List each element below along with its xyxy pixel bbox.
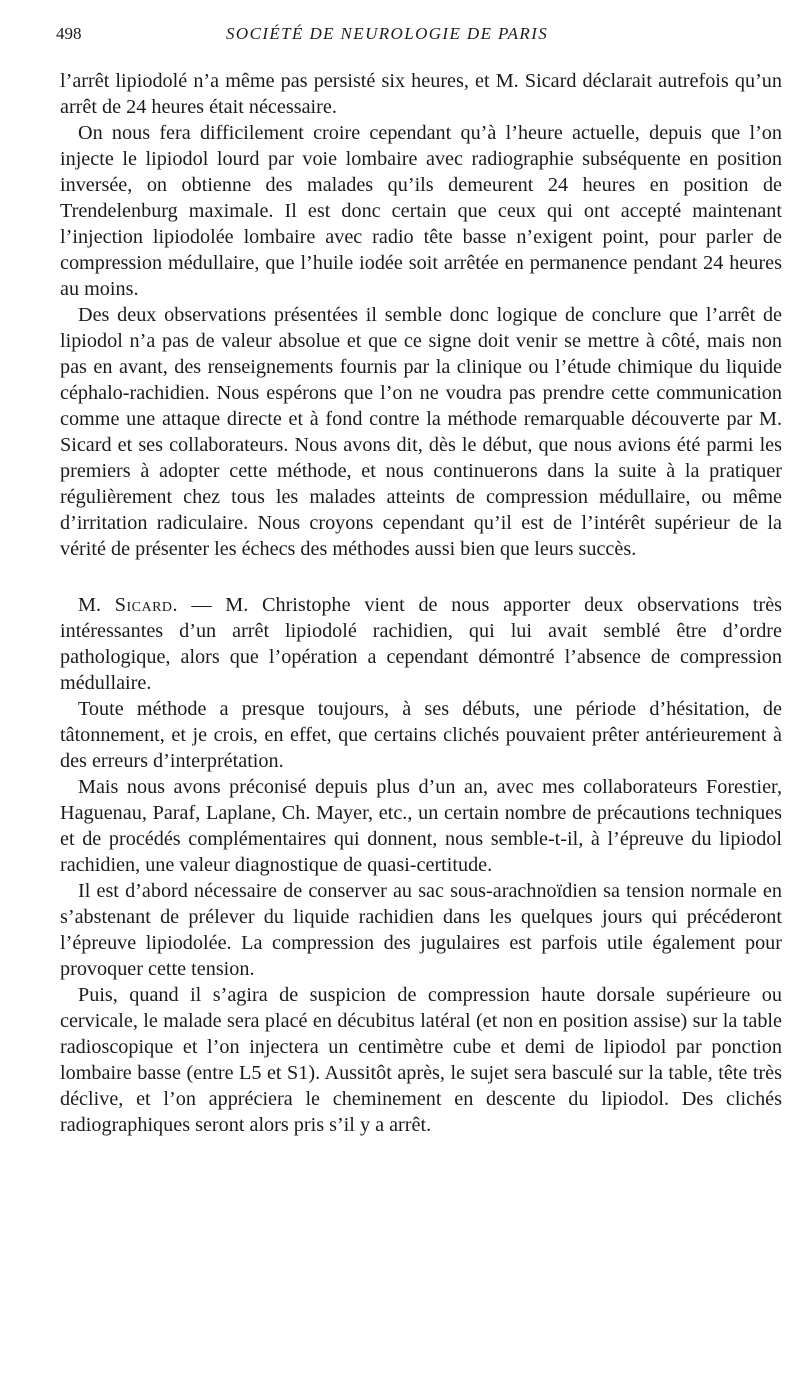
paragraph: Mais nous avons préconisé depuis plus d’un an, avec mes collaborateurs Forestier, Haguenau, Paraf, Laplane, Ch. Mayer, etc., un certain nombre de précautions techniques et de procédés complémentaires qui donnent, nous semble-t-il, à l’épreuve du lipiodol rachidien, une valeur diagnostique de quasi-certitude. [60,776,782,876]
reply-paragraph [60,592,782,696]
paragraph: Puis, quand il s’agira de suspicion de compression haute dorsale supérieure ou cervicale, le malade sera placé en décubitus latéral (et non en position assise) sur la table radioscopique et l’on injectera un centimètre cube et demi de lipiodol par ponction lombaire basse (entre L5 et S1). Aussitôt après, le sujet sera basculé sur la table, tête très déclive, et l’on appréciera le cheminement en descente du lipiodol. Des clichés radiographiques seront alors pris s’il y a arrêt. [60,984,782,1136]
paragraph: Des deux observations présentées il semble donc logique de conclure que l’arrêt de lipiodol n’a pas de valeur absolue et que ce signe doit venir se mettre à côté, mais non pas en avant, des renseignements fournis par la clinique ou l’étude chimique du liquide céphalo-rachidien. Nous espérons que l’on ne voudra pas prendre cette communication comme une attaque directe et à fond contre la méthode remarquable découverte par M. Sicard et ses collaborateurs. Nous avons dit, dès le début, que nous avions été parmi les premiers à adopter cette méthode, et nous continuerons dans la suite à la pratiquer régulièrement chez tous les malades atteints de compression médullaire, ou même d’irritation radiculaire. Nous croyons cependant qu’il est de l’intérêt supérieur de la vérité de présenter les échecs des méthodes aussi bien que leurs succès. [60,304,782,560]
speaker-dash: . — [172,594,212,616]
speaker-name: Sicard [114,594,173,616]
reply-text: M. Christophe vient de nous apporter deux observations très intéressantes d’un arrêt lipiodolé rachidien, qui lui avait semblé être d’ordre pathologique, alors que l’opération a cependant démontré l’absence de compression médullaire. [60,594,783,694]
paragraph-continued: l’arrêt lipiodolé n’a même pas persisté six heures, et M. Sicard déclarait autrefois qu’un arrêt de 24 heures était nécessaire. [60,70,782,118]
page-number: 498 [56,24,82,43]
page-header [56,24,782,50]
paragraph: On nous fera difficilement croire cependant qu’à l’heure actuelle, depuis que l’on injecte le lipiodol lourd par voie lombaire avec radiographie subséquente en position inversée, on obtienne des malades qu’ils demeurent 24 heures en position de Trendelenburg maximale. Il est donc certain que ceux qui ont accepté maintenant l’injection lipiodolée lombaire avec radio tête basse n’exigent point, pour parler de compression médullaire, que l’huile iodée soit arrêtée en permanence pendant 24 heures au moins. [60,122,782,300]
paragraph: Il est d’abord nécessaire de conserver au sac sous-arachnoïdien sa tension normale en s’abstenant de prélever du liquide rachidien dans les quelques jours qui précéderont l’épreuve lipiodolée. La compression des jugulaires est parfois utile également pour provoquer cette tension. [60,880,782,980]
speaker-prefix: M. [78,594,101,616]
book-page [56,24,783,1138]
running-title: SOCIÉTÉ DE NEUROLOGIE DE PARIS [226,24,549,43]
paragraph: Toute méthode a presque toujours, à ses débuts, une période d’hésitation, de tâtonnement, et je crois, en effet, que certains clichés pouvaient prêter antérieurement à des erreurs d’interprétation. [60,698,782,772]
